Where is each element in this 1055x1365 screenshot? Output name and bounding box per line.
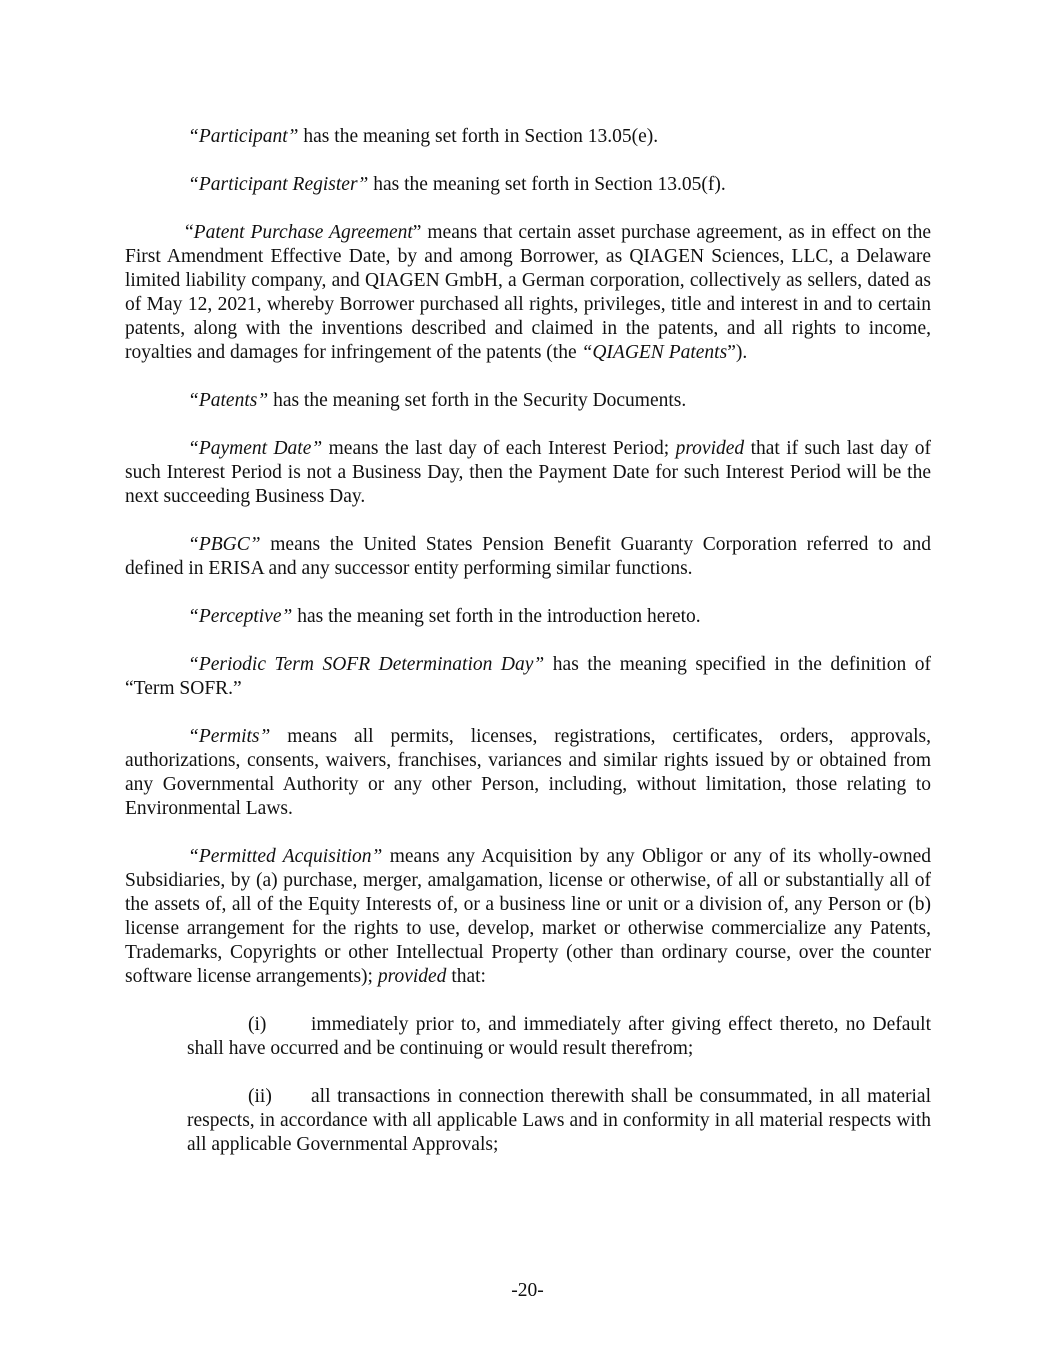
definition-permits: “Permits” means all permits, licenses, registrations, certificates, orders, approvals, authorizations, consents, waivers, franchises, variances and similar rights issued by or obtained from any Governmental Authority or any other Person, including, without limitation, those relating to Environmental Laws.	[125, 726, 931, 819]
page-number: -20-	[511, 1280, 544, 1301]
definition-patents: “Patents” has the meaning set forth in the Security Documents.	[188, 390, 687, 411]
definition-participant: “Participant” has the meaning set forth in Section 13.05(e).	[188, 126, 659, 147]
list-item: (ii) all transactions in connection therewith shall be consummated, in all material respects, in accordance with all applicable Laws and in conformity in all material respects with all applicable Governmental Approvals;	[187, 1086, 931, 1155]
document-page	[125, 125, 931, 1181]
definition-permitted-acquisition: “Permitted Acquisition” means any Acquisition by any Obligor or any of its wholly-owned Subsidiaries, by (a) purchase, merger, amalgamation, license or otherwise, of all or substantially all of the assets of, all of the Equity Interests of, or a business line or unit or a division of, any Person or (b) license arrangement for the rights to use, develop, market or otherwise commercialize any Patents, Trademarks, Copyrights or other Intellectual Property (other than ordinary course, over the counter software license arrangements); provided that:	[125, 846, 931, 987]
definition-perceptive: “Perceptive” has the meaning set forth in the introduction hereto.	[188, 606, 701, 627]
list-item: (i) immediately prior to, and immediately after giving effect thereto, no Default shall have occurred and be continuing or would result therefrom;	[187, 1014, 931, 1059]
definition-patent-purchase-agreement: “Patent Purchase Agreement” means that certain asset purchase agreement, as in effect on the First Amendment Effective Date, by and among Borrower, as QIAGEN Sciences, LLC, a Delaware limited liability company, and QIAGEN GmbH, a German corporation, collectively as sellers, dated as of May 12, 2021, whereby Borrower purchased all rights, privileges, title and interest in and to certain patents, along with the inventions described and claimed in the patents, and all rights to income, royalties and damages for infringement of the patents (the “QIAGEN Patents”).	[125, 222, 931, 363]
definition-payment-date: “Payment Date” means the last day of each Interest Period; provided that if such last day of such Interest Period is not a Business Day, then the Payment Date for such Interest Period will be the next succeeding Business Day.	[125, 438, 931, 507]
definition-pbgc: “PBGC” means the United States Pension Benefit Guaranty Corporation referred to and defined in ERISA and any successor entity performing similar functions.	[125, 534, 931, 579]
definition-participant-register: “Participant Register” has the meaning set forth in Section 13.05(f).	[188, 174, 726, 195]
item-label: (i)	[248, 1014, 267, 1035]
definition-periodic-term-sofr: “Periodic Term SOFR Determination Day” has the meaning specified in the definition of “Term SOFR.”	[125, 654, 931, 699]
item-label: (ii)	[248, 1086, 272, 1107]
